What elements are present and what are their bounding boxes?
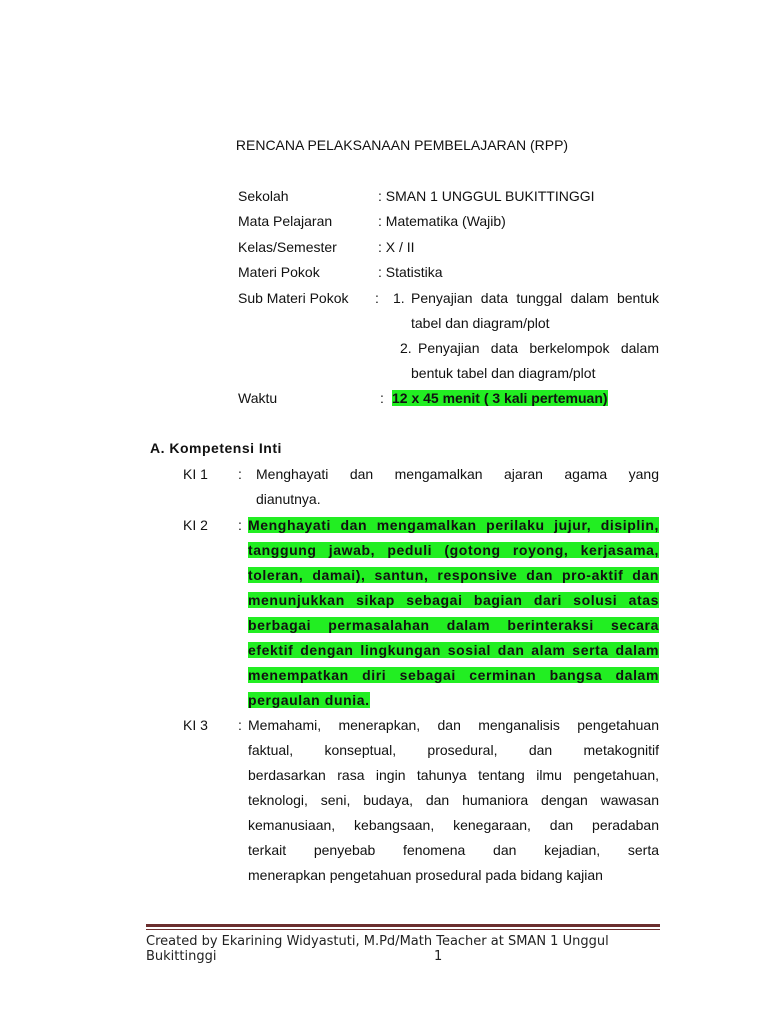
colon: : [375,290,379,306]
highlighted-text: berbagai permasalahan dalam berinteraksi secara [248,617,659,633]
footer-credit-cont: Bukittinggi [146,949,217,964]
ki2-label: KI 2 [183,517,208,533]
ki2-text-line [248,692,659,708]
ki1-label: KI 1 [183,466,208,482]
value-sekolah: : SMAN 1 UNGGUL BUKITTINGGI [378,188,595,204]
sub-item-text: Penyajian data berkelompok dalam [418,340,659,356]
ki2-text-line [248,592,659,608]
label-kelas: Kelas/Semester [238,239,337,255]
ki3-label: KI 3 [183,717,208,733]
ki3-text-line: terkait penyebab fenomena dan kejadian, serta [248,842,659,858]
ki2-text-line [248,667,659,683]
ki1-text: dianutnya. [256,491,321,507]
value-mapel: : Matematika (Wajib) [378,213,506,229]
value-materi: : Statistika [378,264,443,280]
footer-credit: Created by Ekarining Widyastuti, M.Pd/Math Teacher at SMAN 1 Unggul [146,934,609,949]
colon: : [380,390,384,406]
page-title: RENCANA PELAKSANAAN PEMBELAJARAN (RPP) [235,137,569,153]
ki3-text-line: kemanusiaan, kebangsaan, kenegaraan, dan peradaban [248,817,659,833]
footer-rule-thin [146,929,660,930]
ki2-text-line [248,642,659,658]
ki3-text-line: faktual, konseptual, prosedural, dan metakognitif [248,742,659,758]
sub-item-number: 1. [393,290,405,306]
ki2-text-line [248,517,659,533]
highlighted-text: toleran, damai), santun, responsive dan pro-aktif dan [248,567,659,583]
ki3-text-line: Memahami, menerapkan, dan menganalisis pengetahuan [248,717,659,733]
value-waktu: 12 x 45 menit ( 3 kali pertemuan) [392,390,608,406]
label-sekolah: Sekolah [238,188,289,204]
highlighted-text: efektif dengan lingkungan sosial dan alam serta dalam [248,642,659,658]
ki2-text-line [248,617,659,633]
footer-rule [146,924,660,927]
label-mapel: Mata Pelajaran [238,213,333,229]
highlighted-text: pergaulan dunia. [248,692,370,708]
page-number: 1 [434,949,443,964]
ki3-text-line: teknologi, seni, budaya, dan humaniora dengan wawasan [248,792,659,808]
label-materi: Materi Pokok [238,264,320,280]
label-sub-materi: Sub Materi Pokok [238,290,349,306]
section-heading: A. Kompetensi Inti [150,440,282,456]
ki2-text-line [248,567,659,583]
ki2-text-line [248,542,659,558]
highlighted-text: menempatkan diri sebagai cerminan bangsa dalam [248,667,659,683]
sub-item-text: tabel dan diagram/plot [411,315,550,331]
sub-item-number: 2. [400,340,412,356]
highlighted-text: tanggung jawab, peduli (gotong royong, kerjasama, [248,542,659,558]
colon: : [238,517,242,533]
colon: : [238,717,242,733]
ki3-text-line: menerapkan pengetahuan prosedural pada bidang kajian [248,867,603,883]
colon: : [238,466,242,482]
sub-item-text: bentuk tabel dan diagram/plot [411,365,596,381]
label-waktu: Waktu [238,390,278,406]
highlighted-text: Menghayati dan mengamalkan perilaku jujur, disiplin, [248,517,659,533]
highlighted-text: menunjukkan sikap sebagai bagian dari solusi atas [248,592,659,608]
ki1-text: Menghayati dan mengamalkan ajaran agama yang [256,466,659,482]
sub-item-text: Penyajian data tunggal dalam bentuk [411,290,659,306]
value-kelas: : X / II [378,239,415,255]
ki3-text-line: berdasarkan rasa ingin tahunya tentang ilmu pengetahuan, [248,767,659,783]
